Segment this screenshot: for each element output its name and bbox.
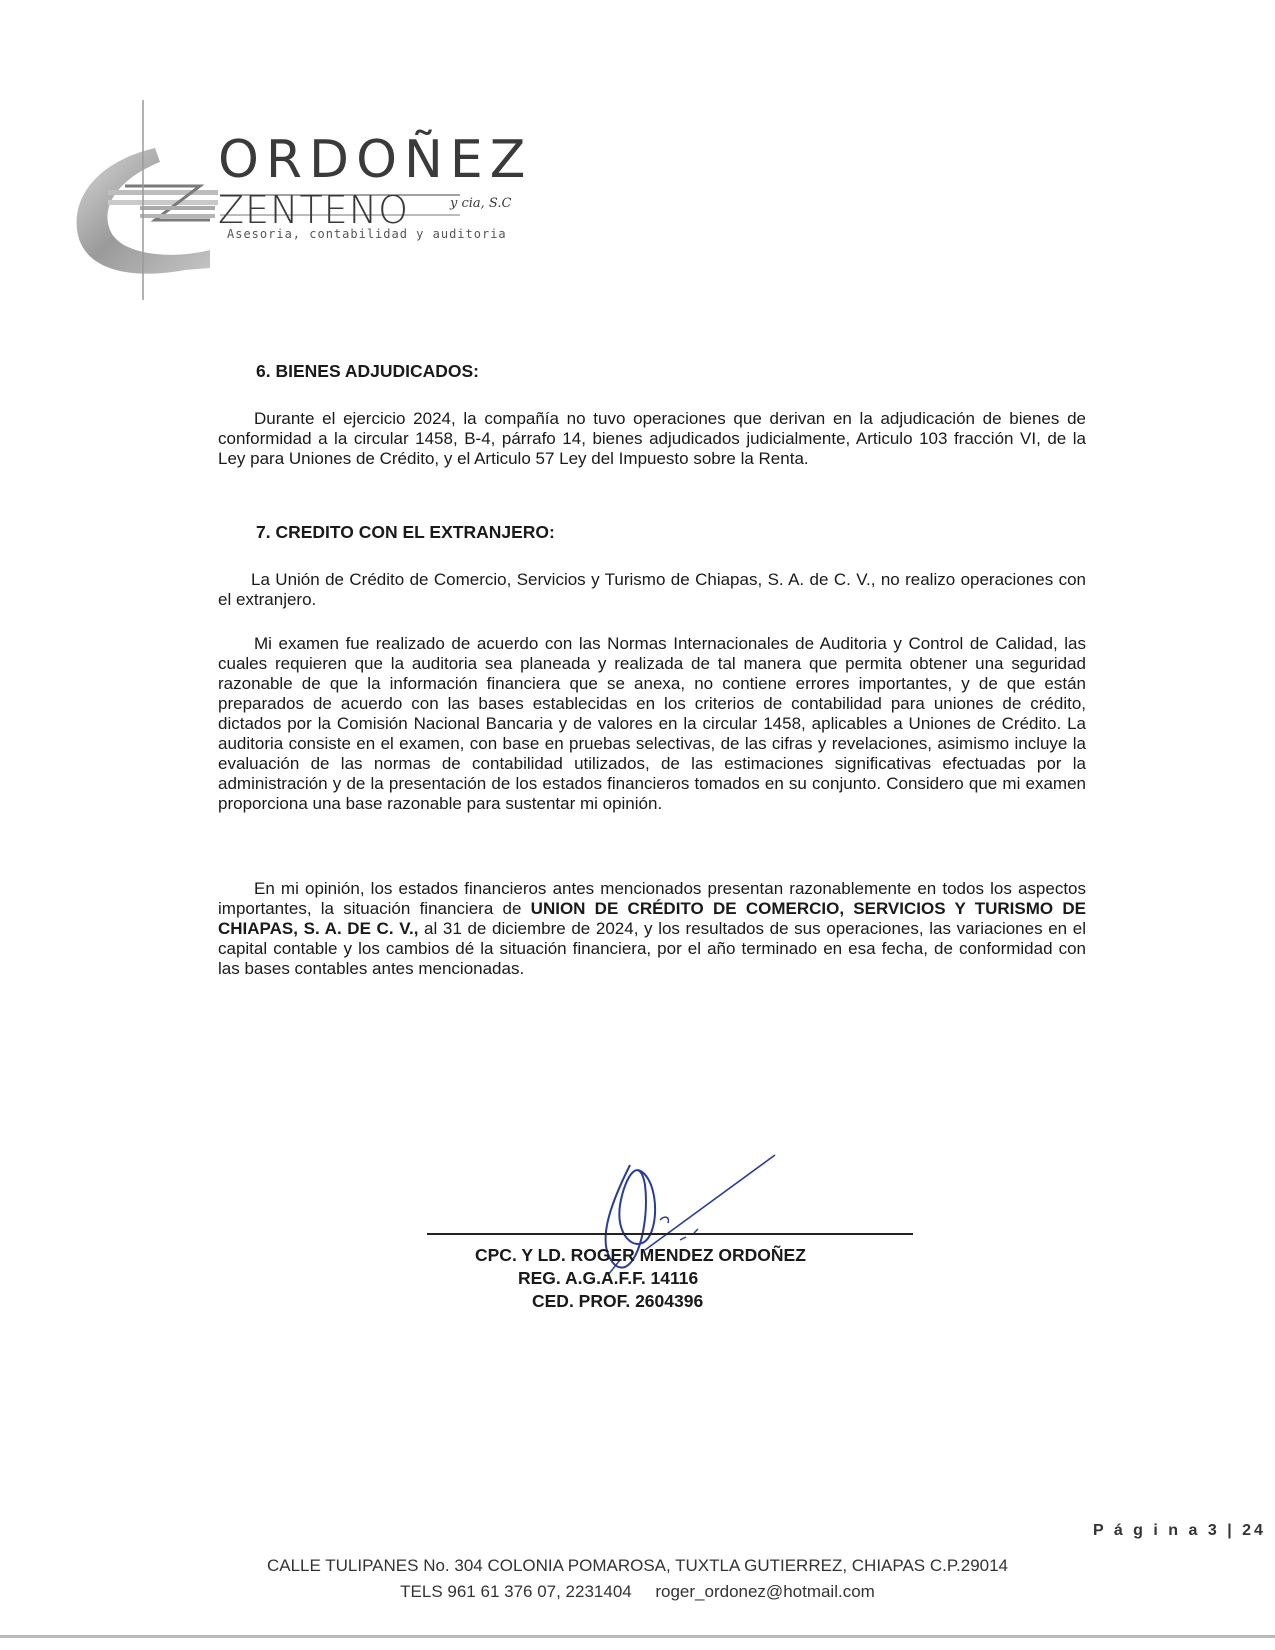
page-number: P á g i n a 3 | 24 [1093, 1522, 1266, 1539]
signatory-registration: REG. A.G.A.F.F. 14116 [518, 1268, 699, 1288]
section-6-heading: 6. BIENES ADJUDICADOS: [256, 361, 479, 381]
company-logo [60, 100, 533, 315]
logo-title: ORDOÑEZ [218, 130, 533, 190]
opinion-text-end: al 31 de diciembre de 2024, y los resultados de sus operaciones, las variaciones en el capital contable y los cambios dé la situación financiera, por el año terminado en esa fecha, de conformidad con las bases contables antes mencionadas. [218, 919, 1087, 978]
section-7-paragraph: La Unión de Crédito de Comercio, Servicios y Turismo de Chiapas, S. A. de C. V., no realizo operaciones con el extranjero. [218, 570, 1086, 609]
signatory-name: CPC. Y LD. ROGER MENDEZ ORDOÑEZ [475, 1245, 806, 1265]
opinion-entity-name: UNION DE CRÉDITO DE COMERCIO, SERVICIOS Y TURISMO DE CHIAPAS, S. A. DE C. V., [218, 899, 1086, 938]
section-6-paragraph: Durante el ejercicio 2024, la compañía no tuvo operaciones que derivan en la adjudicación de bienes de conformidad a la circular 1458, B-4, párrafo 14, bienes adjudicados judicialmente, Articulo 103 fracción VI, de la Ley para Uniones de Crédito, y el Articulo 57 Ley del Impuesto sobre la Renta. [218, 409, 1086, 468]
footer-contact: TELS 961 61 376 07, 2231404 roger_ordonez@hotmail.com [400, 1582, 875, 1601]
logo-tagline: Asesoria, contabilidad y auditoria [227, 227, 507, 241]
footer-address: CALLE TULIPANES No. 304 COLONIA POMAROSA, TUXTLA GUTIERREZ, CHIAPAS C.P.29014 [266, 1556, 1009, 1575]
section-7-heading: 7. CREDITO CON EL EXTRANJERO: [256, 522, 555, 542]
signature-line [427, 1233, 913, 1235]
opinion-text-start: En mi opinión, los estados financieros antes mencionados presentan razonablemente en todos los aspectos importantes, la situación financiera de [218, 879, 1086, 918]
exam-paragraph: Mi examen fue realizado de acuerdo con las Normas Internacionales de Auditoria y Control de Calidad, las cuales requieren que la auditoria sea planeada y realizada de tal manera que permita obtener una seguridad razonable de que la información financiera que se anexa, no contiene errores importantes, y de que están preparados de acuerdo con las bases establecidas en los criterios de contabilidad para uniones de crédito, dictados por la Comisión Nacional Bancaria y de valores en la circular 1458, aplicables a Uniones de Crédito. La auditoria consiste en el examen, con base en pruebas selectivas, de las cifras y revelaciones, asimismo incluye la evaluación de las normas de contabilidad utilizados, de las estimaciones significativas efectuadas por la administración y de la presentación de los estados financieros tomados en su conjunto. Considero que mi examen proporciona una base razonable para sustentar mi opinión. [218, 634, 1086, 813]
signatory-license: CED. PROF. 2604396 [532, 1291, 704, 1311]
logo-suffix: y cia, S.C [450, 196, 512, 211]
opinion-paragraph [218, 879, 1086, 979]
footer-rule [0, 1635, 1275, 1638]
logo-subtitle: ZENTENO [218, 188, 410, 232]
